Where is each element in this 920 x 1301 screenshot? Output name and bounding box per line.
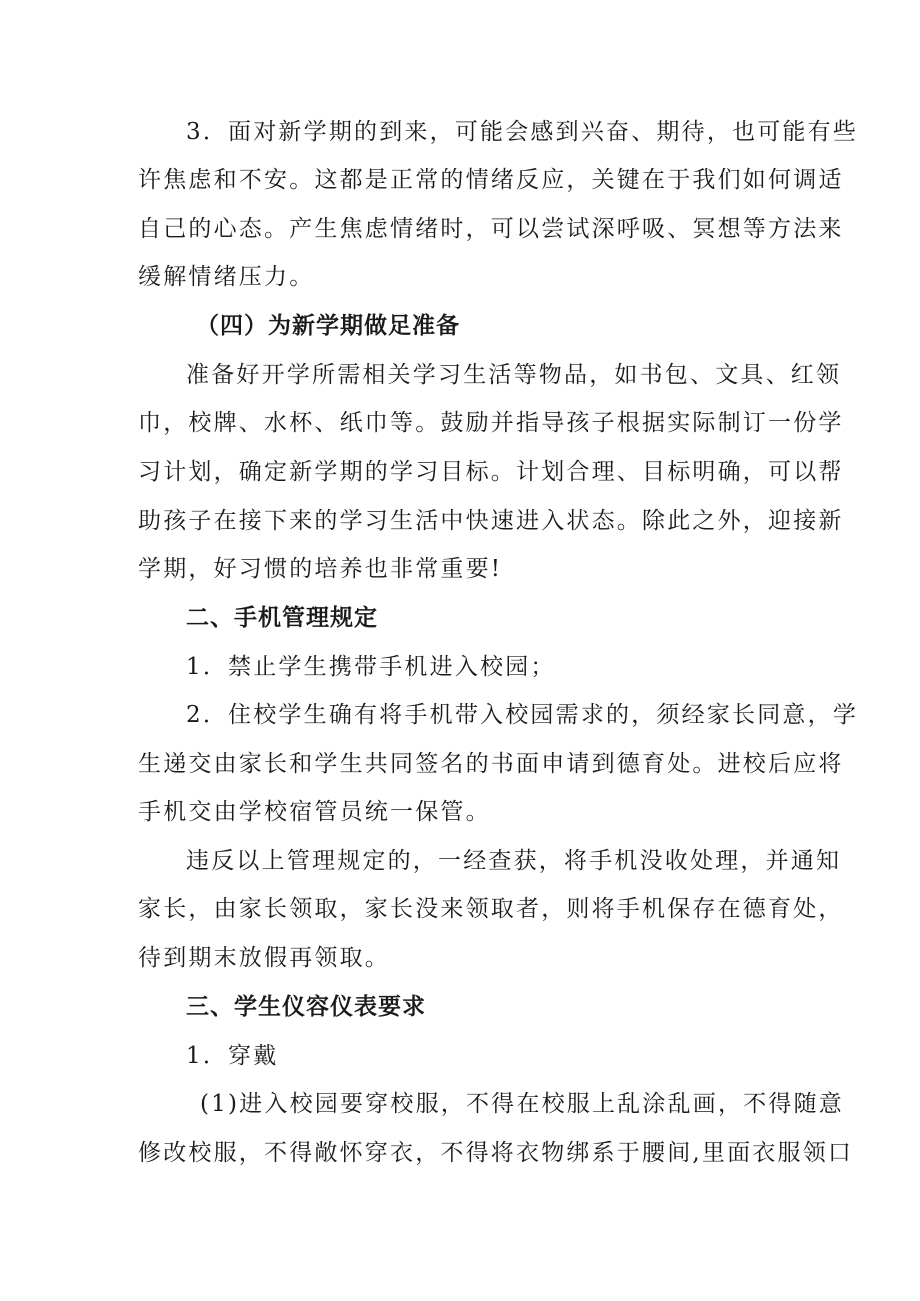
paragraph-line: 生递交由家长和学生共同签名的书面申请到德育处。进校后应将 — [138, 751, 844, 777]
paragraph-line: 1．穿戴 — [186, 1043, 279, 1069]
paragraph-line: 手机交由学校宿管员统一保管。 — [138, 799, 491, 825]
section-heading: 二、手机管理规定 — [186, 605, 378, 631]
paragraph-line: 修改校服，不得敞怀穿衣，不得将衣物绑系于腰间,里面衣服领口 — [138, 1140, 854, 1166]
paragraph-line: 学期，好习惯的培养也非常重要! — [138, 556, 503, 582]
paragraph-line: 3．面对新学期的到来，可能会感到兴奋、期待，也可能有些 — [186, 119, 859, 145]
paragraph-line: 家长，由家长领取，家长没来领取者，则将手机保存在德育处， — [138, 896, 844, 922]
paragraph-line: 1．禁止学生携带手机进入校园； — [186, 654, 556, 680]
paragraph-line: 待到期末放假再领取。 — [138, 945, 390, 971]
paragraph-line: 许焦虑和不安。这都是正常的情绪反应，关键在于我们如何调适 — [138, 167, 844, 193]
paragraph-line: 自己的心态。产生焦虑情绪时，可以尝试深呼吸、冥想等方法来 — [138, 216, 844, 242]
paragraph-line: 助孩子在接下来的学习生活中快速进入状态。除此之外，迎接新 — [138, 508, 844, 534]
paragraph-line: 违反以上管理规定的，一经查获，将手机没收处理，并通知 — [186, 848, 842, 874]
paragraph-line: 巾，校牌、水杯、纸巾等。鼓励并指导孩子根据实际制订一份学 — [138, 410, 844, 436]
section-heading: 三、学生仪容仪表要求 — [186, 994, 426, 1020]
paragraph-line: 习计划，确定新学期的学习目标。计划合理、目标明确，可以帮 — [138, 459, 844, 485]
paragraph-line: (1)进入校园要穿校服，不得在校服上乱涂乱画，不得随意 — [200, 1091, 844, 1117]
paragraph-line: 准备好开学所需相关学习生活等物品，如书包、文具、红领 — [186, 362, 842, 388]
section-subheading: （四）为新学期做足准备 — [196, 313, 460, 339]
paragraph-line: 缓解情绪压力。 — [138, 264, 315, 290]
paragraph-line: 2．住校学生确有将手机带入校园需求的，须经家长同意，学 — [186, 702, 859, 728]
